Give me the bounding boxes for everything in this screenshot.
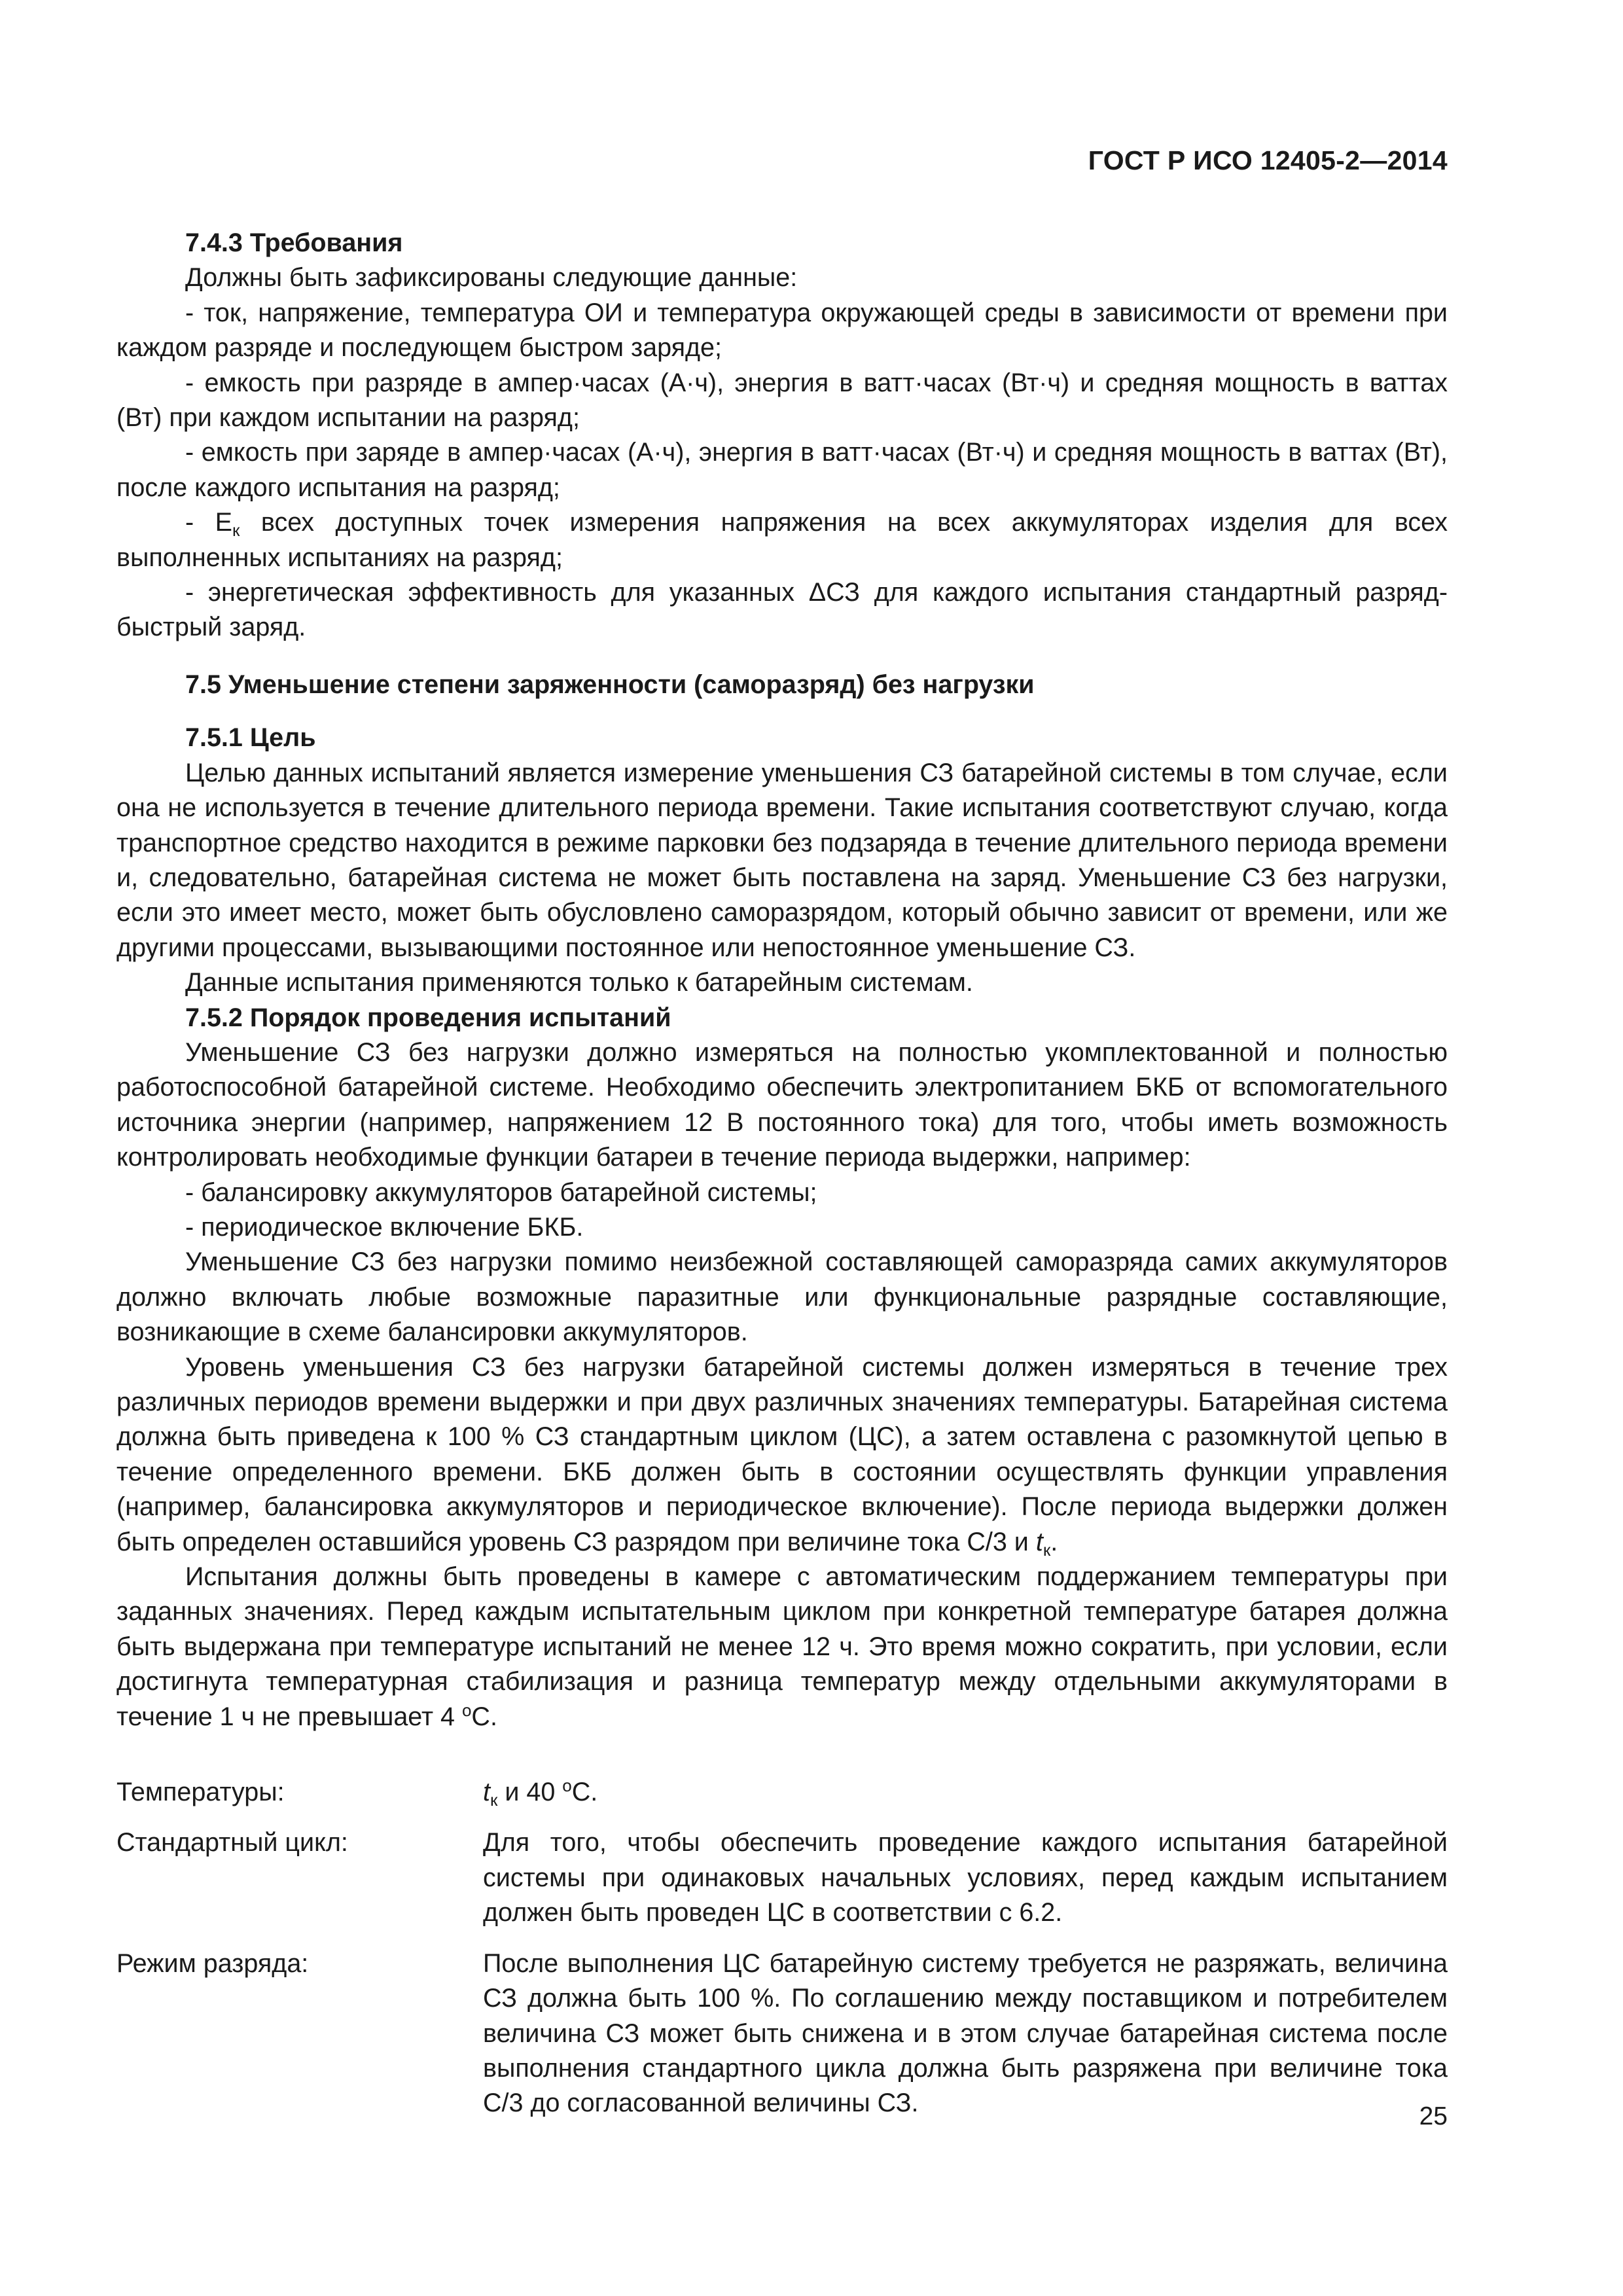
list-item: - ток, напряжение, температура ОИ и температура окружающей среды в зависимости от времени при каждом разряде и последующем быстром заряде;: [116, 298, 1448, 363]
degree-superscript: о: [562, 1776, 572, 1796]
variable-t: t: [1035, 1527, 1043, 1556]
list-item: - емкость при разряде в ампер·часах (А·ч), энергия в ватт·часах (Вт·ч) и средняя мощность в ваттах (Вт) при каждом испытании на разряд;: [116, 368, 1448, 433]
paragraph: Уменьшение СЗ без нагрузки помимо неизбежной составляющей саморазряда самих аккумуляторов должно включать любые возможные паразитные или функциональные разрядные составляющие, возникающие в схеме балансировки аккумуляторов.: [116, 1247, 1448, 1347]
param-value-standard-cycle: Для того, чтобы обеспечить проведение каждого испытания батарейной системы при одинаковых начальных условиях, перед каждым испытанием должен быть проведен ЦС в соответствии с 6.2.: [483, 1828, 1448, 1928]
section-7-4-3-intro: Должны быть зафиксированы следующие данные:: [185, 263, 798, 293]
param-label-discharge-mode: Режим разряда:: [116, 1948, 309, 1978]
param-value-temperatures: $t_к$ и 40 $^о$С.: [483, 1776, 598, 1810]
paragraph: Испытания должны быть проведены в камере с автоматическим поддержанием температуры при заданных значениях. Перед каждым испытательным циклом при конкретной температуре батарея должна быть выдержана при температуре испытаний не менее 12 ч. Это время можно сократить, при условии, если достигнута температурная стабилизация и разница температур между отдельными аккумуляторами в течение 1 ч не превышает 4 $^о$С.: [116, 1562, 1448, 1731]
test-parameters: [116, 1775, 1448, 2121]
section-7-5-1-title: 7.5.1 Цель: [185, 723, 316, 753]
param-label-temperatures: Температуры:: [116, 1778, 285, 1807]
list-item: - периодическое включение БКБ.: [185, 1212, 584, 1242]
variable-t: t: [483, 1778, 490, 1807]
document-body: [116, 226, 1448, 2121]
subscript-k: к: [1043, 1539, 1051, 1560]
list-item: - энергетическая эффективность для указанных ΔСЗ для каждого испытания стандартный разряд-быстрый заряд.: [116, 578, 1448, 642]
param-value-discharge-mode: После выполнения ЦС батарейную систему требуется не разряжать, величина СЗ должна быть 100 %. По соглашению между поставщиком и потребителем величина СЗ может быть снижена и в этом случае батарейная система после выполнения стандартного цикла должна быть разряжена при величине тока С/3 до согласованной величины СЗ.: [483, 1948, 1448, 2118]
symbol-e: - E: [185, 508, 233, 537]
list-item: [116, 505, 1448, 575]
list-item: - емкость при заряде в ампер·часах (А·ч), энергия в ватт·часах (Вт·ч) и средняя мощность в ваттах (Вт), после каждого испытания на разряд;: [116, 438, 1448, 502]
paragraph: Данные испытания применяются только к батарейным системам.: [185, 968, 973, 997]
paragraph: Уровень уменьшения СЗ без нагрузки батарейной системы должен измеряться в течение трех различных периодов времени выдержки и при двух различных значениях температуры. Батарейная система должна быть приведена к 100 % СЗ стандартным циклом (ЦС), а затем оставлена с разомкнутой цепью в течение определенного времени. БКБ должен быть в состоянии осуществлять функции управления (например, балансировка аккумуляторов и периодическое включение). После периода выдержки должен быть определен оставшийся уровень СЗ разрядом при величине тока С/3 и $t_к$.: [116, 1352, 1448, 1560]
subscript-k: к: [232, 520, 240, 541]
section-7-5-title: 7.5 Уменьшение степени заряженности (саморазряд) без нагрузки: [185, 670, 1035, 699]
section-7-5-2-title: 7.5.2 Порядок проведения испытаний: [185, 1003, 671, 1032]
degree-superscript: о: [461, 1700, 472, 1720]
section-7-4-3-title: 7.4.3 Требования: [185, 228, 403, 257]
paragraph: Целью данных испытаний является измерение уменьшения СЗ батарейной системы в том случае, если она не используется в течение длительного периода времени. Такие испытания соответствуют случаю, когда транспортное средство находится в режиме парковки без подзаряда в течение длительного периода времени и, следовательно, батарейная система не может быть поставлена на заряд. Уменьшение СЗ без нагрузки, если это имеет место, может быть обусловлено саморазрядом, который обычно зависит от времени, или же другими процессами, вызывающими постоянное или непостоянное уменьшение СЗ.: [116, 758, 1448, 962]
subscript-k: к: [490, 1790, 498, 1810]
paragraph: Уменьшение СЗ без нагрузки должно измеряться на полностью укомплектованной и полностью работоспособной батарейной системе. Необходимо обеспечить электропитанием БКБ от вспомогательного источника энергии (например, напряжением 12 В постоянного тока) для того, чтобы иметь возможность контролировать необходимые функции батареи в течение периода выдержки, например:: [116, 1037, 1448, 1172]
list-item-text: всех доступных точек измерения напряжения на всех аккумуляторах изделия для всех выполненных испытаниях на разряд;: [116, 508, 1448, 572]
page-number: 25: [1419, 2102, 1448, 2130]
param-label-standard-cycle: Стандартный цикл:: [116, 1828, 348, 1857]
document-header: ГОСТ Р ИСО 12405-2—2014: [1088, 145, 1448, 175]
list-item: - балансировку аккумуляторов батарейной системы;: [185, 1177, 817, 1207]
